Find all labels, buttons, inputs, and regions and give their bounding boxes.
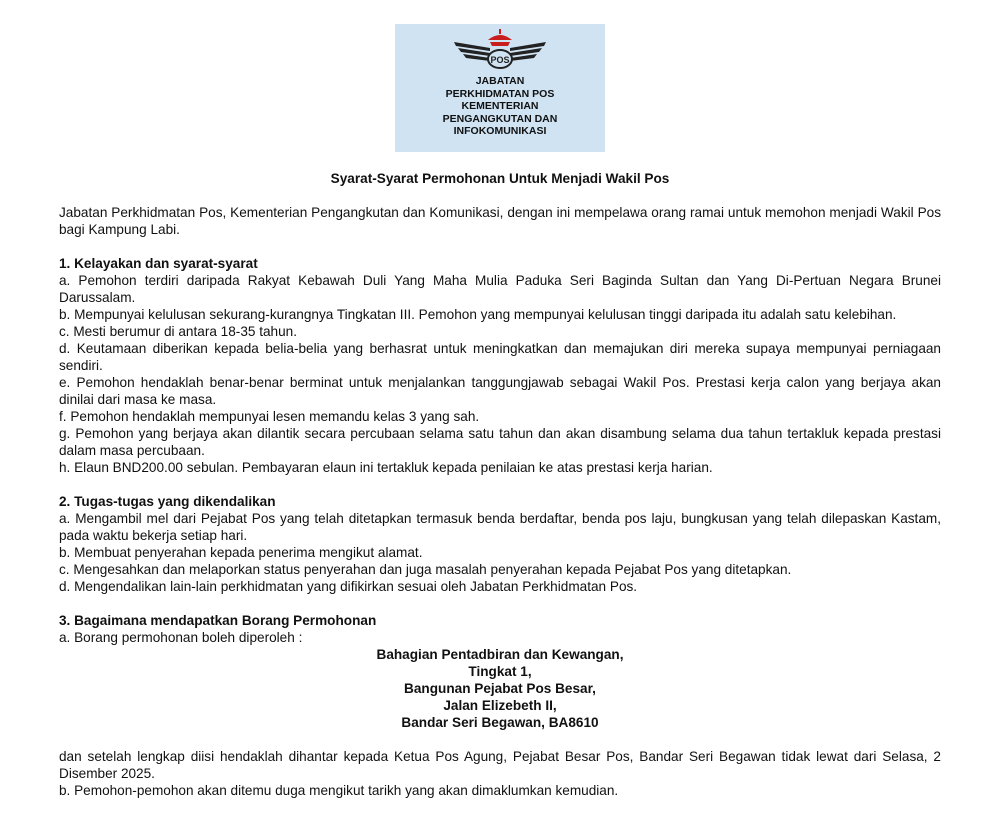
logo-line: PERKHIDMATAN POS (445, 87, 555, 100)
list-item: b. Membuat penyerahan kepada penerima mengikut alamat. (59, 545, 423, 560)
emblem-text: POS (490, 55, 510, 65)
list-item: a. Pemohon terdiri daripada Rakyat Kebawah Duli Yang Maha Mulia Paduka Seri Baginda Sultan dan Yang Di-Pertuan Negara Brunei Darussalam. (59, 273, 941, 305)
list-item: e. Pemohon hendaklah benar-benar berminat untuk menjalankan tanggungjawab sebagai Wakil Pos. Prestasi kerja calon yang berjaya akan dinilai dari masa ke masa. (59, 375, 941, 407)
list-item: d. Mengendalikan lain-lain perkhidmatan yang difikirkan sesuai oleh Jabatan Perkhidmatan Pos. (59, 579, 638, 594)
office-address (59, 646, 941, 731)
list-item: a. Mengambil mel dari Pejabat Pos yang telah ditetapkan termasuk benda berdaftar, benda pos laju, bungkusan yang telah dilepaskan Kastam, pada waktu bekerja setiap hari. (59, 511, 941, 543)
section-2-heading: 2. Tugas-tugas yang dikendalikan (59, 494, 276, 509)
section-3-heading: 3. Bagaimana mendapatkan Borang Permohonan (59, 613, 377, 628)
intro-paragraph: Jabatan Perkhidmatan Pos, Kementerian Pengangkutan dan Komunikasi, dengan ini mempelawa orang ramai untuk memohon menjadi Wakil Pos bagi Kampung Labi. (59, 205, 941, 237)
address-line: Tingkat 1, (468, 664, 532, 679)
address-line: Bangunan Pejabat Pos Besar, (404, 681, 596, 696)
logo-line: JABATAN (475, 75, 525, 87)
address-line: Bahagian Pentadbiran dan Kewangan, (376, 647, 624, 662)
logo-line: KEMENTERIAN (461, 100, 539, 112)
list-item: d. Keutamaan diberikan kepada belia-belia yang berhasrat untuk meningkatkan dan memajukan diri mereka supaya mempunyai perniagaan sendiri. (59, 341, 941, 373)
list-item: c. Mesti berumur di antara 18-35 tahun. (59, 324, 298, 339)
list-item: c. Mengesahkan dan melaporkan status penyerahan dan juga masalah penyerahan kepada Pejabat Pos yang ditetapkan. (59, 562, 792, 577)
list-item: f. Pemohon hendaklah mempunyai lesen memandu kelas 3 yang sah. (59, 409, 480, 424)
document-body (59, 204, 941, 799)
list-item: b. Pemohon-pemohon akan ditemu duga mengikut tarikh yang akan dimaklumkan kemudian. (59, 783, 619, 798)
list-item: a. Borang permohonan boleh diperoleh : (59, 630, 303, 645)
list-item: g. Pemohon yang berjaya akan dilantik secara percubaan selama satu tahun dan akan disambung selama dua tahun tertakluk kepada prestasi dalam masa percubaan. (59, 426, 941, 458)
logo-line: PENGANGKUTAN DAN (442, 112, 558, 125)
logo-line: INFOKOMUNIKASI (453, 125, 547, 137)
department-logo (395, 24, 605, 152)
logo-text-block (395, 75, 605, 138)
list-item: b. Mempunyai kelulusan sekurang-kurangnya Tingkatan III. Pemohon yang mempunyai kelulusan tinggi daripada itu adalah satu kelebihan. (59, 307, 897, 322)
list-item: h. Elaun BND200.00 sebulan. Pembayaran elaun ini tertakluk kepada penilaian ke atas prestasi kerja harian. (59, 460, 713, 475)
pos-emblem-icon (450, 28, 550, 74)
address-line: Bandar Seri Begawan, BA8610 (401, 715, 599, 730)
address-line: Jalan Elizebeth II, (443, 698, 557, 713)
section-1-heading: 1. Kelayakan dan syarat-syarat (59, 256, 258, 271)
page-title: Syarat-Syarat Permohonan Untuk Menjadi Wakil Pos (330, 171, 670, 186)
submission-instructions: dan setelah lengkap diisi hendaklah dihantar kepada Ketua Pos Agung, Pejabat Besar Pos, Bandar Seri Begawan tidak lewat dari Selasa, 2 Disember 2025. (59, 749, 941, 781)
